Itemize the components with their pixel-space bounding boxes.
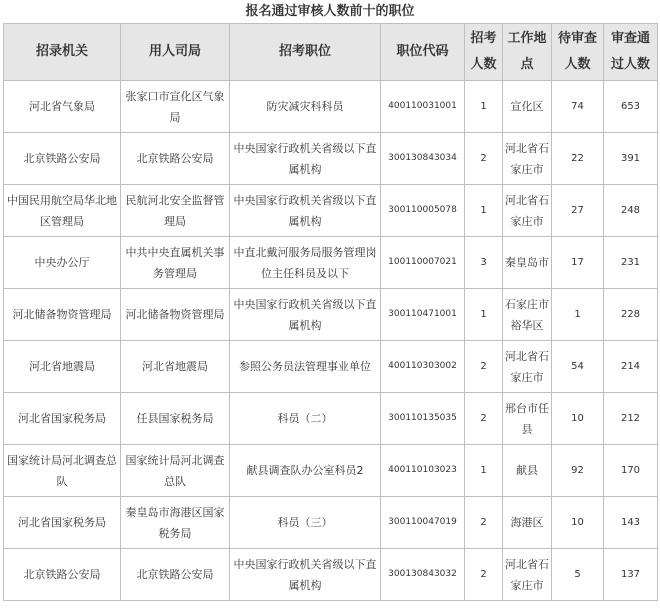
cell-work-location: 邢台市任县 bbox=[503, 393, 552, 445]
header-work-location: 工作地点 bbox=[503, 24, 552, 81]
cell-work-location: 秦皇岛市 bbox=[503, 237, 552, 289]
cell-department: 中共中央直属机关事务管理局 bbox=[121, 237, 230, 289]
cell-recruit-count: 2 bbox=[465, 549, 503, 601]
cell-pending-count: 92 bbox=[552, 445, 604, 497]
cell-position-code: 300130843032 bbox=[381, 549, 465, 601]
header-pending-count: 待审查人数 bbox=[552, 24, 604, 81]
header-department: 用人司局 bbox=[121, 24, 230, 81]
cell-department: 秦皇岛市海港区国家税务局 bbox=[121, 497, 230, 549]
cell-position-code: 300110135035 bbox=[381, 393, 465, 445]
cell-agency: 中国民用航空局华北地区管理局 bbox=[4, 185, 121, 237]
cell-pending-count: 1 bbox=[552, 289, 604, 341]
cell-pending-count: 10 bbox=[552, 393, 604, 445]
cell-approved-count: 231 bbox=[604, 237, 658, 289]
cell-department: 河北省地震局 bbox=[121, 341, 230, 393]
cell-department: 张家口市宣化区气象局 bbox=[121, 81, 230, 133]
cell-recruit-count: 2 bbox=[465, 341, 503, 393]
cell-recruit-count: 3 bbox=[465, 237, 503, 289]
table-row bbox=[4, 185, 658, 237]
cell-work-location: 献县 bbox=[503, 445, 552, 497]
cell-position: 参照公务员法管理事业单位 bbox=[230, 341, 381, 393]
table-row bbox=[4, 133, 658, 185]
cell-approved-count: 137 bbox=[604, 549, 658, 601]
cell-position: 中央国家行政机关省级以下直属机构 bbox=[230, 549, 381, 601]
cell-position: 中央国家行政机关省级以下直属机构 bbox=[230, 185, 381, 237]
header-recruit-count: 招考人数 bbox=[465, 24, 503, 81]
cell-work-location: 海港区 bbox=[503, 497, 552, 549]
cell-agency: 河北省地震局 bbox=[4, 341, 121, 393]
cell-work-location: 河北省石家庄市 bbox=[503, 185, 552, 237]
cell-agency: 国家统计局河北调查总队 bbox=[4, 445, 121, 497]
cell-recruit-count: 1 bbox=[465, 185, 503, 237]
cell-position-code: 400110031001 bbox=[381, 81, 465, 133]
cell-position-code: 400110103023 bbox=[381, 445, 465, 497]
cell-recruit-count: 1 bbox=[465, 289, 503, 341]
cell-position-code: 300110471001 bbox=[381, 289, 465, 341]
cell-pending-count: 74 bbox=[552, 81, 604, 133]
table-row bbox=[4, 341, 658, 393]
cell-department: 任县国家税务局 bbox=[121, 393, 230, 445]
cell-agency: 河北省国家税务局 bbox=[4, 393, 121, 445]
cell-department: 北京铁路公安局 bbox=[121, 549, 230, 601]
cell-pending-count: 10 bbox=[552, 497, 604, 549]
table-header-row bbox=[4, 24, 658, 81]
cell-work-location: 石家庄市裕华区 bbox=[503, 289, 552, 341]
table-row bbox=[4, 237, 658, 289]
table-row bbox=[4, 497, 658, 549]
cell-pending-count: 22 bbox=[552, 133, 604, 185]
cell-recruit-count: 1 bbox=[465, 81, 503, 133]
cell-recruit-count: 1 bbox=[465, 445, 503, 497]
cell-work-location: 宣化区 bbox=[503, 81, 552, 133]
cell-department: 河北储备物资管理局 bbox=[121, 289, 230, 341]
cell-position-code: 400110303002 bbox=[381, 341, 465, 393]
cell-recruit-count: 2 bbox=[465, 497, 503, 549]
cell-pending-count: 5 bbox=[552, 549, 604, 601]
cell-approved-count: 228 bbox=[604, 289, 658, 341]
table-row bbox=[4, 445, 658, 497]
cell-recruit-count: 2 bbox=[465, 393, 503, 445]
cell-approved-count: 653 bbox=[604, 81, 658, 133]
cell-approved-count: 391 bbox=[604, 133, 658, 185]
table-row bbox=[4, 549, 658, 601]
cell-approved-count: 212 bbox=[604, 393, 658, 445]
cell-approved-count: 143 bbox=[604, 497, 658, 549]
cell-agency: 北京铁路公安局 bbox=[4, 133, 121, 185]
table-row bbox=[4, 289, 658, 341]
header-approved-count: 审查通过人数 bbox=[604, 24, 658, 81]
cell-department: 北京铁路公安局 bbox=[121, 133, 230, 185]
cell-position-code: 100110007021 bbox=[381, 237, 465, 289]
cell-position: 中央国家行政机关省级以下直属机构 bbox=[230, 133, 381, 185]
table-row bbox=[4, 393, 658, 445]
cell-work-location: 河北省石家庄市 bbox=[503, 341, 552, 393]
cell-agency: 河北省国家税务局 bbox=[4, 497, 121, 549]
cell-position-code: 300110047019 bbox=[381, 497, 465, 549]
cell-department: 国家统计局河北调查总队 bbox=[121, 445, 230, 497]
cell-position: 防灾减灾科科员 bbox=[230, 81, 381, 133]
header-agency: 招录机关 bbox=[4, 24, 121, 81]
cell-pending-count: 27 bbox=[552, 185, 604, 237]
cell-position: 科员（二） bbox=[230, 393, 381, 445]
cell-position: 科员（三） bbox=[230, 497, 381, 549]
cell-agency: 中央办公厅 bbox=[4, 237, 121, 289]
cell-pending-count: 54 bbox=[552, 341, 604, 393]
cell-work-location: 河北省石家庄市 bbox=[503, 549, 552, 601]
cell-approved-count: 214 bbox=[604, 341, 658, 393]
cell-department: 民航河北安全监督管理局 bbox=[121, 185, 230, 237]
positions-table bbox=[3, 23, 658, 601]
cell-position-code: 300110005078 bbox=[381, 185, 465, 237]
cell-work-location: 河北省石家庄市 bbox=[503, 133, 552, 185]
cell-position: 中直北戴河服务局服务管理岗位主任科员及以下 bbox=[230, 237, 381, 289]
cell-position: 献县调查队办公室科员2 bbox=[230, 445, 381, 497]
cell-agency: 北京铁路公安局 bbox=[4, 549, 121, 601]
cell-pending-count: 17 bbox=[552, 237, 604, 289]
cell-agency: 河北省气象局 bbox=[4, 81, 121, 133]
header-position-code: 职位代码 bbox=[381, 24, 465, 81]
page-title: 报名通过审核人数前十的职位 bbox=[245, 4, 415, 19]
cell-agency: 河北储备物资管理局 bbox=[4, 289, 121, 341]
cell-recruit-count: 2 bbox=[465, 133, 503, 185]
table-row bbox=[4, 81, 658, 133]
cell-position: 中央国家行政机关省级以下直属机构 bbox=[230, 289, 381, 341]
cell-approved-count: 170 bbox=[604, 445, 658, 497]
cell-position-code: 300130843034 bbox=[381, 133, 465, 185]
cell-approved-count: 248 bbox=[604, 185, 658, 237]
header-position: 招考职位 bbox=[230, 24, 381, 81]
